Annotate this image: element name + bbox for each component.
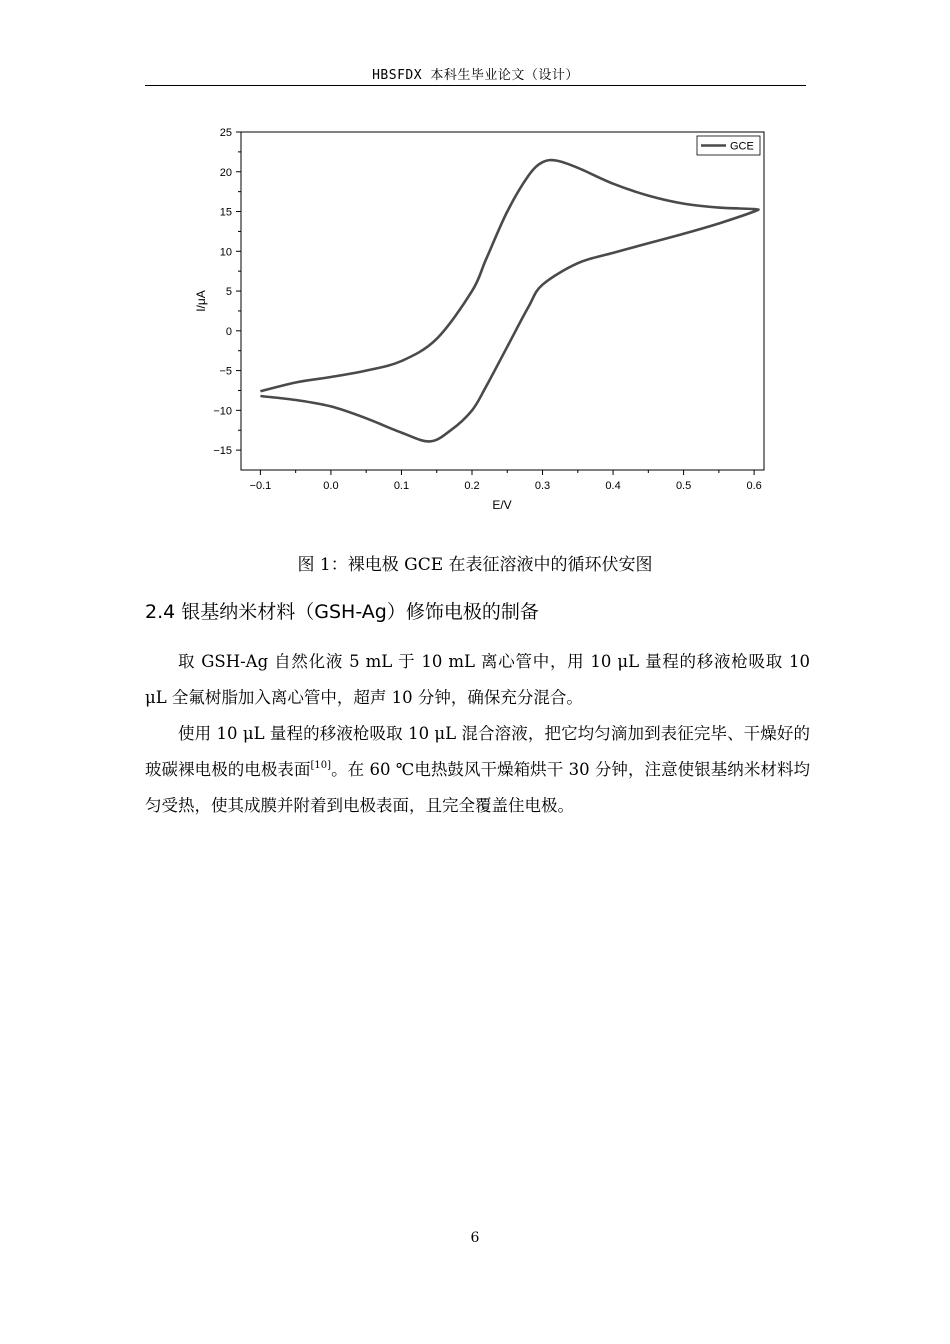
legend [697, 136, 760, 155]
y-tick-label: 25 [219, 127, 232, 139]
paragraph-2 [145, 716, 810, 824]
y-tick-label: 0 [225, 325, 232, 338]
x-axis-label: E/V [492, 498, 512, 512]
x-tick-label: 0.4 [605, 480, 621, 492]
plot-frame [241, 132, 764, 470]
header-rule [145, 85, 806, 86]
series-line-gce [260, 160, 758, 441]
section-heading: 2.4 银基纳米材料（GSH-Ag）修饰电极的制备 [145, 601, 539, 623]
paragraph-2-text-b: 。在 60 ℃电热鼓风干燥箱烘干 30 分钟，注意使银基纳米材料均匀受热，使其成膜并附着到电极表面，且完全覆盖住电极。 [145, 760, 811, 815]
citation-ref: [10] [310, 760, 332, 771]
y-tick-label: −10 [213, 405, 232, 418]
x-tick-label: 0.3 [534, 480, 551, 492]
x-tick-label: 0.5 [675, 480, 692, 492]
x-tick-label: 0.0 [323, 480, 339, 492]
y-tick-label: 15 [219, 206, 232, 219]
paragraph-1: 取 GSH-Ag 自然化液 5 mL 于 10 mL 离心管中，用 10 μL 量程的移液枪吸取 10 μL 全氟树脂加入离心管中，超声 10 分钟，确保充分混合。 [145, 652, 810, 707]
y-tick-labels [213, 127, 232, 457]
y-axis-label: I/μA [194, 290, 208, 312]
paragraph-2-text-a: 使用 10 μL 量程的移液枪吸取 10 μL 混合溶液，把它均匀滴加到表征完毕、干燥好的玻碳裸电极的电极表面 [145, 724, 810, 779]
page-header: HBSFDX 本科生毕业论文（设计） [372, 68, 579, 83]
legend-label: GCE [730, 140, 754, 153]
x-tick-labels [250, 480, 762, 492]
x-tick-label: 0.1 [393, 480, 410, 492]
x-tick-label: 0.2 [464, 480, 480, 492]
figure-caption: 图 1：裸电极 GCE 在表征溶液中的循环伏安图 [297, 555, 653, 575]
y-tick-label: 10 [219, 246, 232, 259]
x-tick-label: −0.1 [249, 480, 272, 492]
axis-ticks [236, 132, 754, 475]
page-number: 6 [470, 1230, 480, 1246]
x-tick-label: 0.6 [746, 480, 762, 492]
y-tick-label: −5 [219, 365, 232, 378]
y-tick-label: −15 [213, 445, 232, 458]
y-tick-label: 5 [225, 286, 232, 299]
cv-chart [180, 120, 780, 520]
y-tick-label: 20 [219, 166, 232, 179]
